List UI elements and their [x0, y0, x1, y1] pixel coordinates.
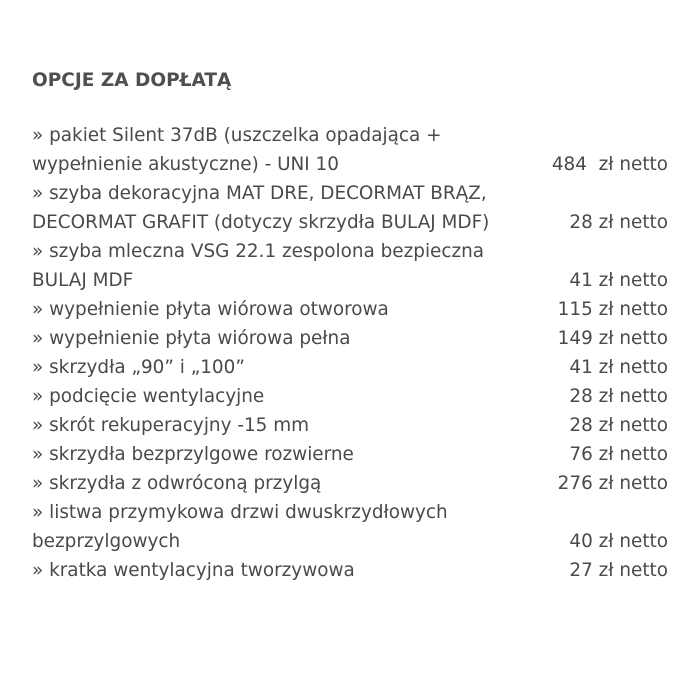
option-price: 28 zł netto [569, 415, 668, 436]
option-label: » skrzydła z odwróconą przylgą [32, 473, 322, 494]
option-row [32, 353, 672, 382]
option-row [32, 121, 672, 179]
option-label: » kratka wentylacyjna tworzywowa [32, 560, 355, 581]
option-price: 149 zł netto [557, 328, 668, 349]
option-price: 115 zł netto [557, 299, 668, 320]
option-price: 28 zł netto [569, 386, 668, 407]
option-label: » podcięcie wentylacyjne [32, 386, 265, 407]
option-label: » skrzydła „90” i „100” [32, 357, 245, 378]
option-row [32, 411, 672, 440]
section-title: OPCJE ZA DOPŁATĄ [32, 70, 232, 91]
option-price: 484 zł netto [551, 154, 668, 175]
option-row [32, 440, 672, 469]
option-row [32, 556, 672, 585]
option-label: » wypełnienie płyta wiórowa pełna [32, 328, 351, 349]
option-label: » skrzydła bezprzylgowe rozwierne [32, 444, 354, 465]
option-row [32, 237, 672, 295]
option-label: » listwa przymykowa drzwi dwuskrzydłowych bezprzylgowych [32, 502, 448, 552]
option-row [32, 295, 672, 324]
option-price: 40 zł netto [569, 531, 668, 552]
option-label: » szyba mleczna VSG 22.1 zespolona bezpieczna BULAJ MDF [32, 241, 485, 291]
option-row [32, 324, 672, 353]
option-label: » skrót rekuperacyjny -15 mm [32, 415, 310, 436]
option-price: 27 zł netto [569, 560, 668, 581]
option-row [32, 469, 672, 498]
options-list [32, 121, 672, 585]
option-label: » pakiet Silent 37dB (uszczelka opadająca + wypełnienie akustyczne) - UNI 10 [32, 125, 442, 175]
option-price: 28 zł netto [569, 212, 668, 233]
option-row [32, 498, 672, 556]
option-price: 276 zł netto [557, 473, 668, 494]
option-price: 41 zł netto [569, 270, 668, 291]
option-price: 76 zł netto [569, 444, 668, 465]
option-row [32, 382, 672, 411]
option-label: » szyba dekoracyjna MAT DRE, DECORMAT BRĄZ, DECORMAT GRAFIT (dotyczy skrzydła BULAJ MDF) [32, 183, 490, 233]
option-label: » wypełnienie płyta wiórowa otworowa [32, 299, 389, 320]
option-price: 41 zł netto [569, 357, 668, 378]
option-row [32, 179, 672, 237]
